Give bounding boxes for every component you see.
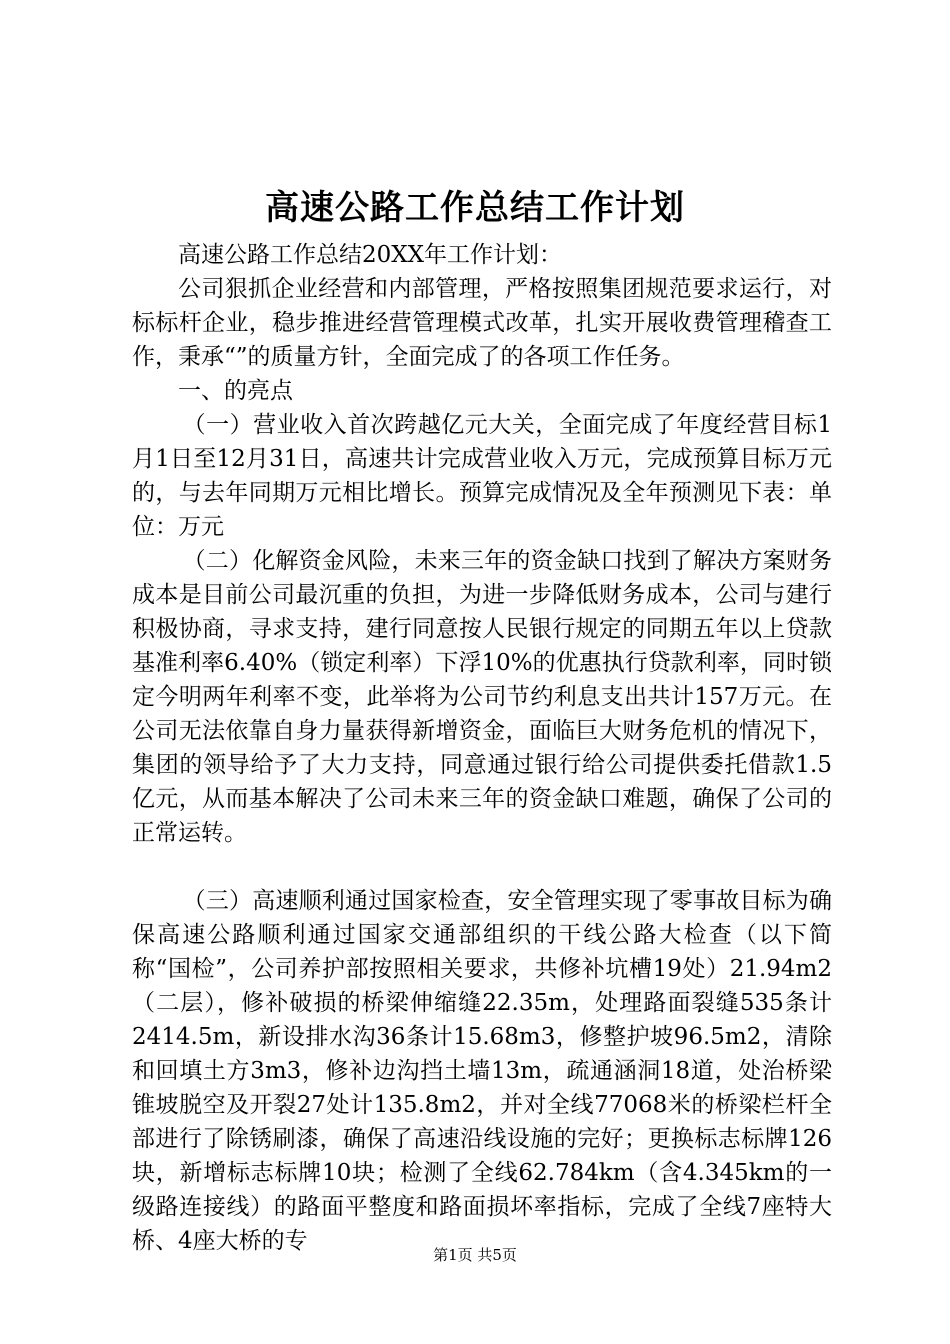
page-footer: 第1页 共5页: [433, 1246, 517, 1264]
paragraph-point-2: （二）化解资金风险，未来三年的资金缺口找到了解决方案财务成本是目前公司最沉重的负担，为进一步降低财务成本，公司与建行积极协商，寻求支持，建行同意按人民银行规定的同期五年以上贷款基准利率6.40%（锁定利率）下浮10%的优惠执行贷款利率，同时锁定今明两年利率不变，此举将为公司节约利息支出共计157万元。在公司无法依靠自身力量获得新增资金，面临巨大财务危机的情况下，集团的领导给予了大力支持，同意通过银行给公司提供委托借款1.5亿元，从而基本解决了公司未来三年的资金缺口难题，确保了公司的正常运转。: [132, 548, 832, 846]
paragraph-heading-line: 高速公路工作总结20XX年工作计划：: [178, 242, 563, 268]
document-title: 高速公路工作总结工作计划: [265, 188, 685, 228]
document-body: [132, 238, 832, 1258]
paragraph-intro: 公司狠抓企业经营和内部管理，严格按照集团规范要求运行，对标标杆企业，稳步推进经营管理模式改革，扎实开展收费管理稽查工作，秉承“”的质量方针，全面完成了的各项工作任务。: [132, 276, 832, 370]
paragraph-point-1: （一）营业收入首次跨越亿元大关，全面完成了年度经营目标1月1日至12月31日，高速共计完成营业收入万元，完成预算目标万元的，与去年同期万元相比增长。预算完成情况及全年预测见下表：单位：万元: [132, 412, 832, 540]
section-heading: 一、的亮点: [178, 378, 293, 404]
paragraph-point-3: （三）高速顺利通过国家检查，安全管理实现了零事故目标为确保高速公路顺利通过国家交通部组织的干线公路大检查（以下简称“国检”，公司养护部按照相关要求，共修补坑槽19处）21.94m2（二层），修补破损的桥梁伸缩缝22.35m，处理路面裂缝535条计2414.5m，新设排水沟36条计15.68m3，修整护坡96.5m2，清除和回填土方3m3，修补边沟挡土墙13m，疏通涵洞18道，处治桥梁锥坡脱空及开裂27处计135.8m2，并对全线77068米的桥梁栏杆全部进行了除锈刷漆，确保了高速沿线设施的完好；更换标志标牌126块，新增标志标牌10块；检测了全线62.784km（含4.345km的一级路连接线）的路面平整度和路面损坏率指标，完成了全线7座特大桥、4座大桥的专: [132, 888, 832, 1254]
